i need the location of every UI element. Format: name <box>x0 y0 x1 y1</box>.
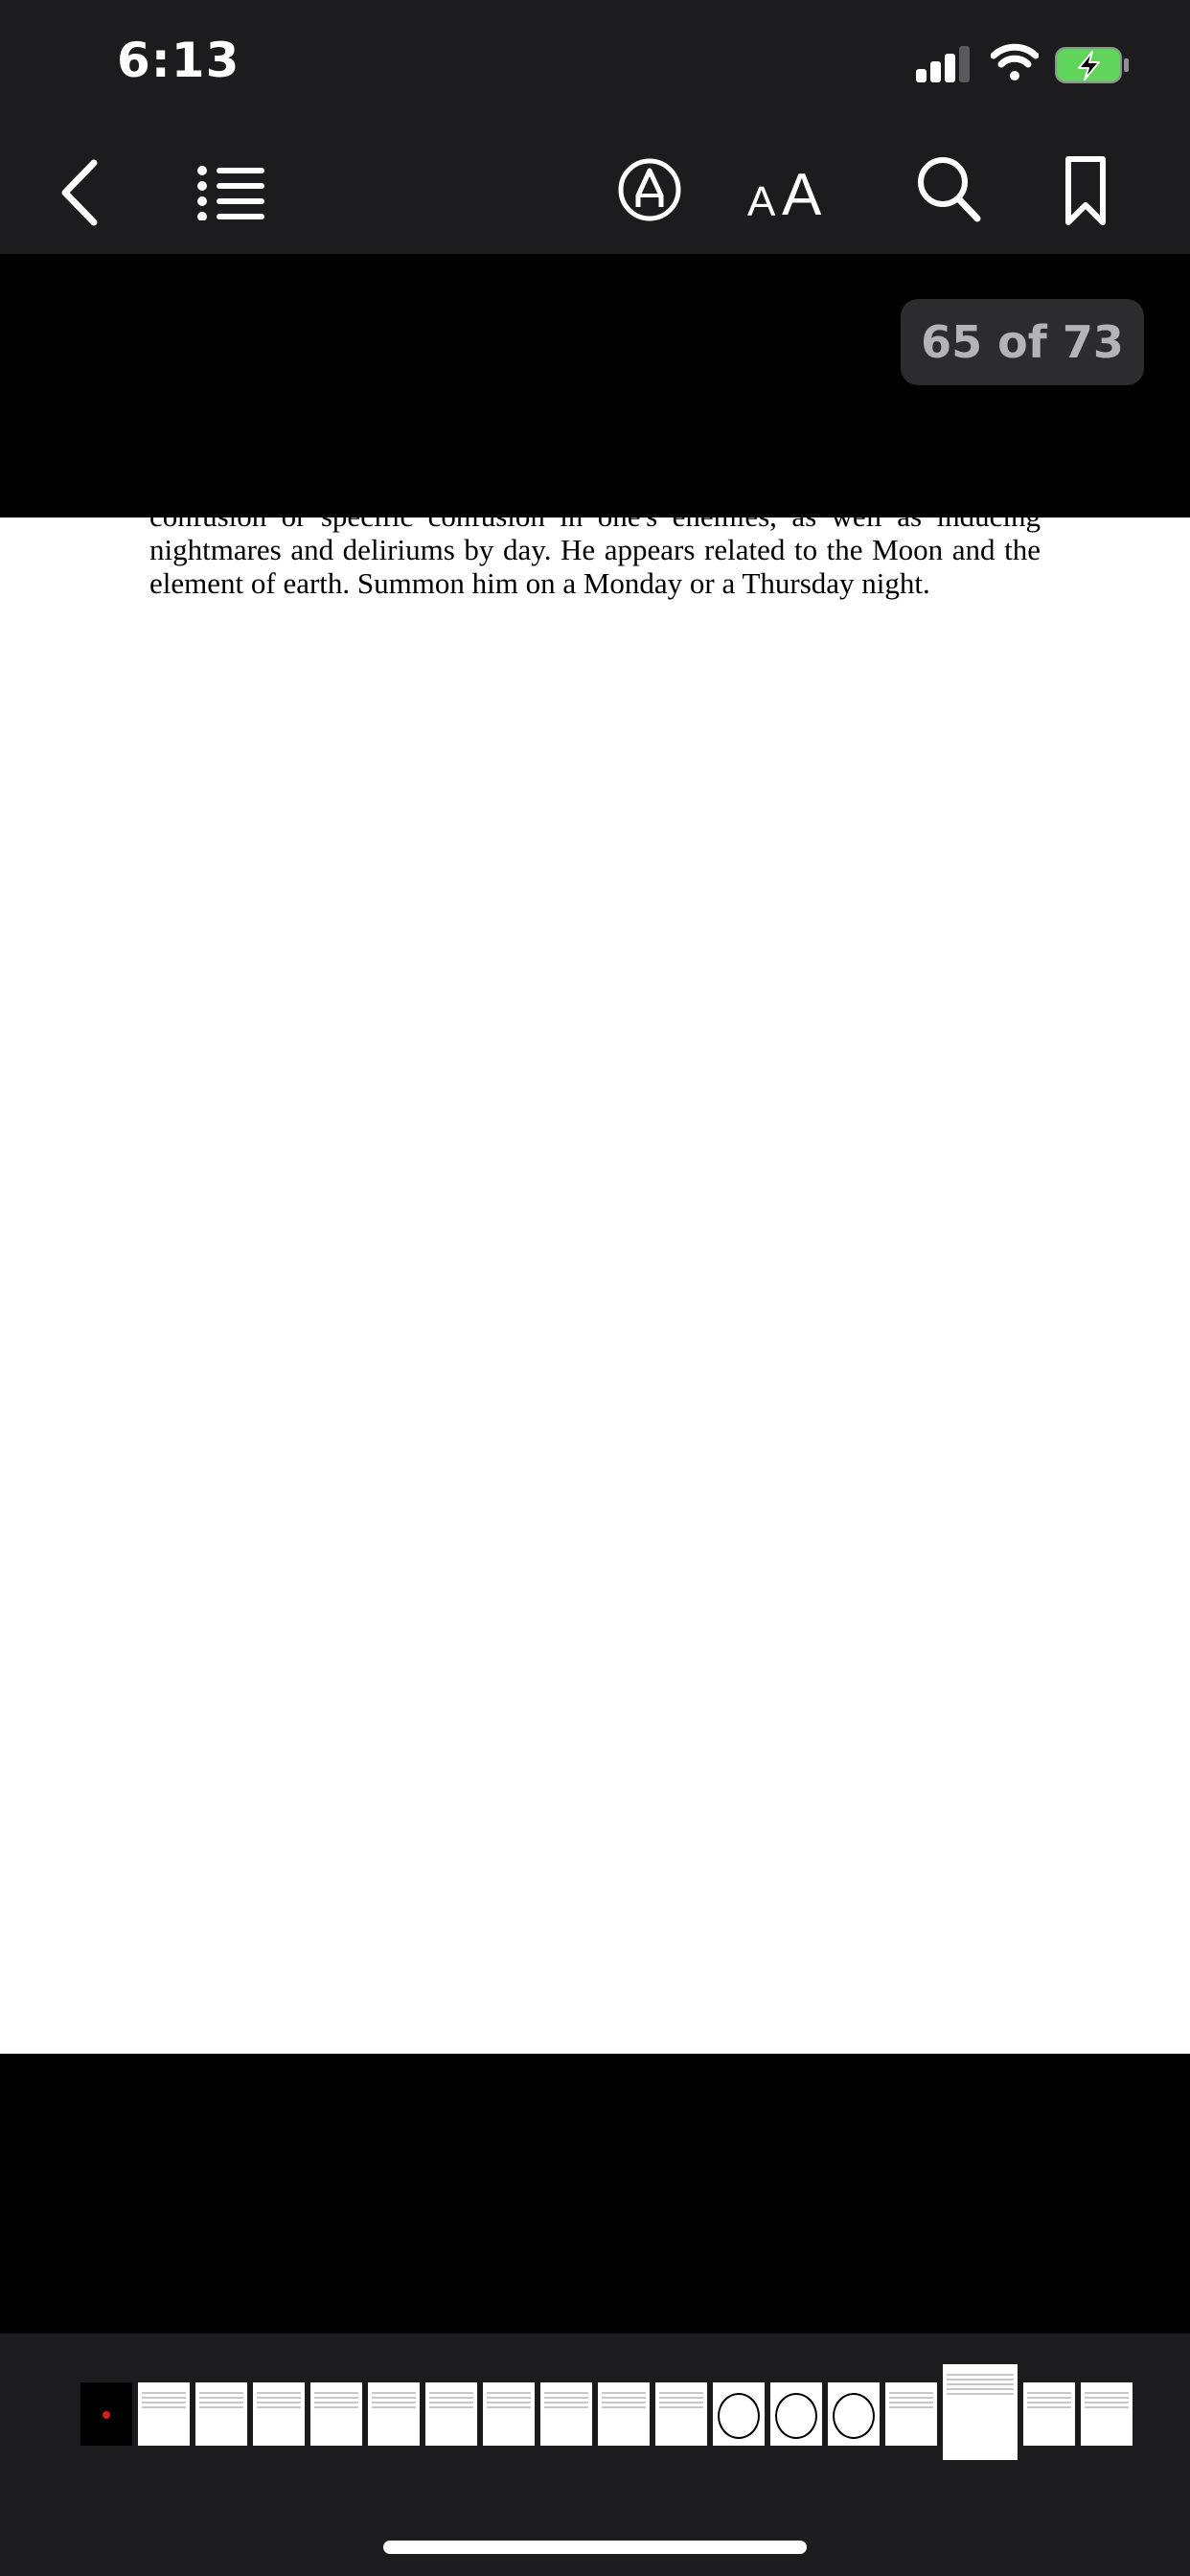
cover-emblem <box>103 2411 110 2419</box>
thumbnail-text-line <box>1085 2406 1129 2408</box>
thumbnail-text-line <box>889 2402 933 2404</box>
thumbnail-text-line <box>544 2402 588 2404</box>
sigil-icon <box>718 2393 760 2439</box>
sigil-icon <box>833 2393 875 2439</box>
thumbnail-text-line <box>257 2397 301 2399</box>
thumbnail-text-line <box>314 2406 358 2408</box>
thumbnail[interactable] <box>425 2382 477 2446</box>
thumbnail-text-line <box>602 2406 646 2408</box>
thumbnail-text-line <box>1027 2397 1071 2399</box>
thumbnail-text-line <box>544 2397 588 2399</box>
thumbnail-text-line <box>947 2383 1014 2385</box>
thumbnail-text-line <box>947 2374 1014 2376</box>
thumbnail-text-line <box>372 2397 416 2399</box>
status-bar <box>0 0 1190 134</box>
thumbnail-text-line <box>142 2402 186 2404</box>
thumbnail-text-line <box>889 2397 933 2399</box>
home-indicator <box>383 2541 807 2554</box>
markup-icon[interactable] <box>617 157 682 222</box>
page-paragraph: Thagrinus is a jinn excellent for inducing confusion, causing either general confusion or specific confusion in one's enemies, as well as inducing nightmares and deliriums by day. He appears related to the Moon and the element of earth. Summon him on a Monday or a Thursday night. <box>149 466 1041 600</box>
thumbnail-text-line <box>947 2388 1014 2390</box>
thumbnail-text-line <box>199 2402 243 2404</box>
thumbnail[interactable] <box>598 2382 650 2446</box>
thumbnail[interactable] <box>655 2382 707 2446</box>
thumbnail-text-line <box>544 2406 588 2408</box>
thumbnail-text-line <box>372 2392 416 2394</box>
thumbnail[interactable] <box>713 2382 765 2446</box>
thumbnail[interactable] <box>368 2382 420 2446</box>
thumbnail-text-line <box>487 2392 531 2394</box>
page-counter: 65 of 73 <box>901 299 1144 385</box>
thumbnail-text-line <box>659 2406 703 2408</box>
thumbnail-text-line <box>602 2397 646 2399</box>
heading-jinn-name: Thagrinus <box>458 420 581 453</box>
thumbnail-text-line <box>314 2397 358 2399</box>
bookmark-icon[interactable] <box>1064 155 1107 226</box>
text-size-button[interactable]: A A <box>747 162 822 228</box>
thumbnail-text-line <box>429 2406 473 2408</box>
cellular-signal-icon <box>916 44 970 82</box>
thumbnail[interactable] <box>885 2382 937 2446</box>
thumbnail-text-line <box>429 2397 473 2399</box>
thumbnail-text-line <box>602 2402 646 2404</box>
thumbnail-text-line <box>257 2402 301 2404</box>
thumbnail[interactable] <box>1081 2382 1133 2446</box>
thumbnail-current[interactable] <box>943 2364 1018 2460</box>
thumbnail-text-line <box>544 2392 588 2394</box>
thumbnail-text-line <box>142 2392 186 2394</box>
thumbnail-text-line <box>1085 2397 1129 2399</box>
thumbnail-strip <box>0 2334 1190 2576</box>
thumbnail[interactable] <box>483 2382 535 2446</box>
document-page[interactable] <box>0 518 1190 2054</box>
thumbnail[interactable] <box>770 2382 822 2446</box>
thumbnail-text-line <box>889 2392 933 2394</box>
thumbnail[interactable] <box>195 2382 247 2446</box>
thumbnail-text-line <box>1027 2392 1071 2394</box>
thumbnail-text-line <box>257 2392 301 2394</box>
thumbnail-text-line <box>257 2406 301 2408</box>
thumbnail-text-line <box>314 2402 358 2404</box>
thumbnail-text-line <box>429 2402 473 2404</box>
thumbnail[interactable] <box>1023 2382 1075 2446</box>
thumbnail-text-line <box>487 2397 531 2399</box>
thumbnail-text-line <box>889 2406 933 2408</box>
wifi-icon <box>991 40 1039 82</box>
thumbnail-text-line <box>1027 2402 1071 2404</box>
thumbnail-text-line <box>372 2402 416 2404</box>
thumbnail-text-line <box>487 2402 531 2404</box>
table-of-contents-icon[interactable] <box>197 165 264 220</box>
thumbnail-text-line <box>429 2392 473 2394</box>
thumbnail-text-line <box>659 2402 703 2404</box>
sigil-icon <box>775 2393 817 2439</box>
thumbnail-text-line <box>659 2392 703 2394</box>
thumbnail-text-line <box>1027 2406 1071 2408</box>
thumbnail[interactable] <box>540 2382 592 2446</box>
thumbnail[interactable] <box>138 2382 190 2446</box>
thumbnail-text-line <box>314 2392 358 2394</box>
battery-charging-icon <box>1054 46 1131 84</box>
thumbnail[interactable] <box>80 2382 132 2446</box>
thumbnail[interactable] <box>253 2382 305 2446</box>
reader-toolbar <box>0 134 1190 255</box>
thumbnail-text-line <box>1085 2402 1129 2404</box>
back-icon[interactable] <box>57 157 102 228</box>
status-time: 6:13 <box>117 33 240 88</box>
thumbnail[interactable] <box>828 2382 880 2446</box>
thumbnail-text-line <box>602 2392 646 2394</box>
heading-subtitle: (Confusion) <box>580 420 732 453</box>
thumbnail[interactable] <box>310 2382 362 2446</box>
thumbnail-text-line <box>142 2406 186 2408</box>
thumbnail-text-line <box>199 2392 243 2394</box>
thumbnail-text-line <box>487 2406 531 2408</box>
thumbnail-text-line <box>199 2397 243 2399</box>
thumbnail-text-line <box>1085 2392 1129 2394</box>
search-icon[interactable] <box>916 155 983 224</box>
thumbnail-text-line <box>372 2406 416 2408</box>
thumbnail-text-line <box>199 2406 243 2408</box>
thumbnail-text-line <box>947 2393 1014 2395</box>
thumbnail-text-line <box>142 2397 186 2399</box>
page-heading <box>0 420 1190 454</box>
thumbnail-text-line <box>659 2397 703 2399</box>
thumbnail-text-line <box>947 2379 1014 2380</box>
